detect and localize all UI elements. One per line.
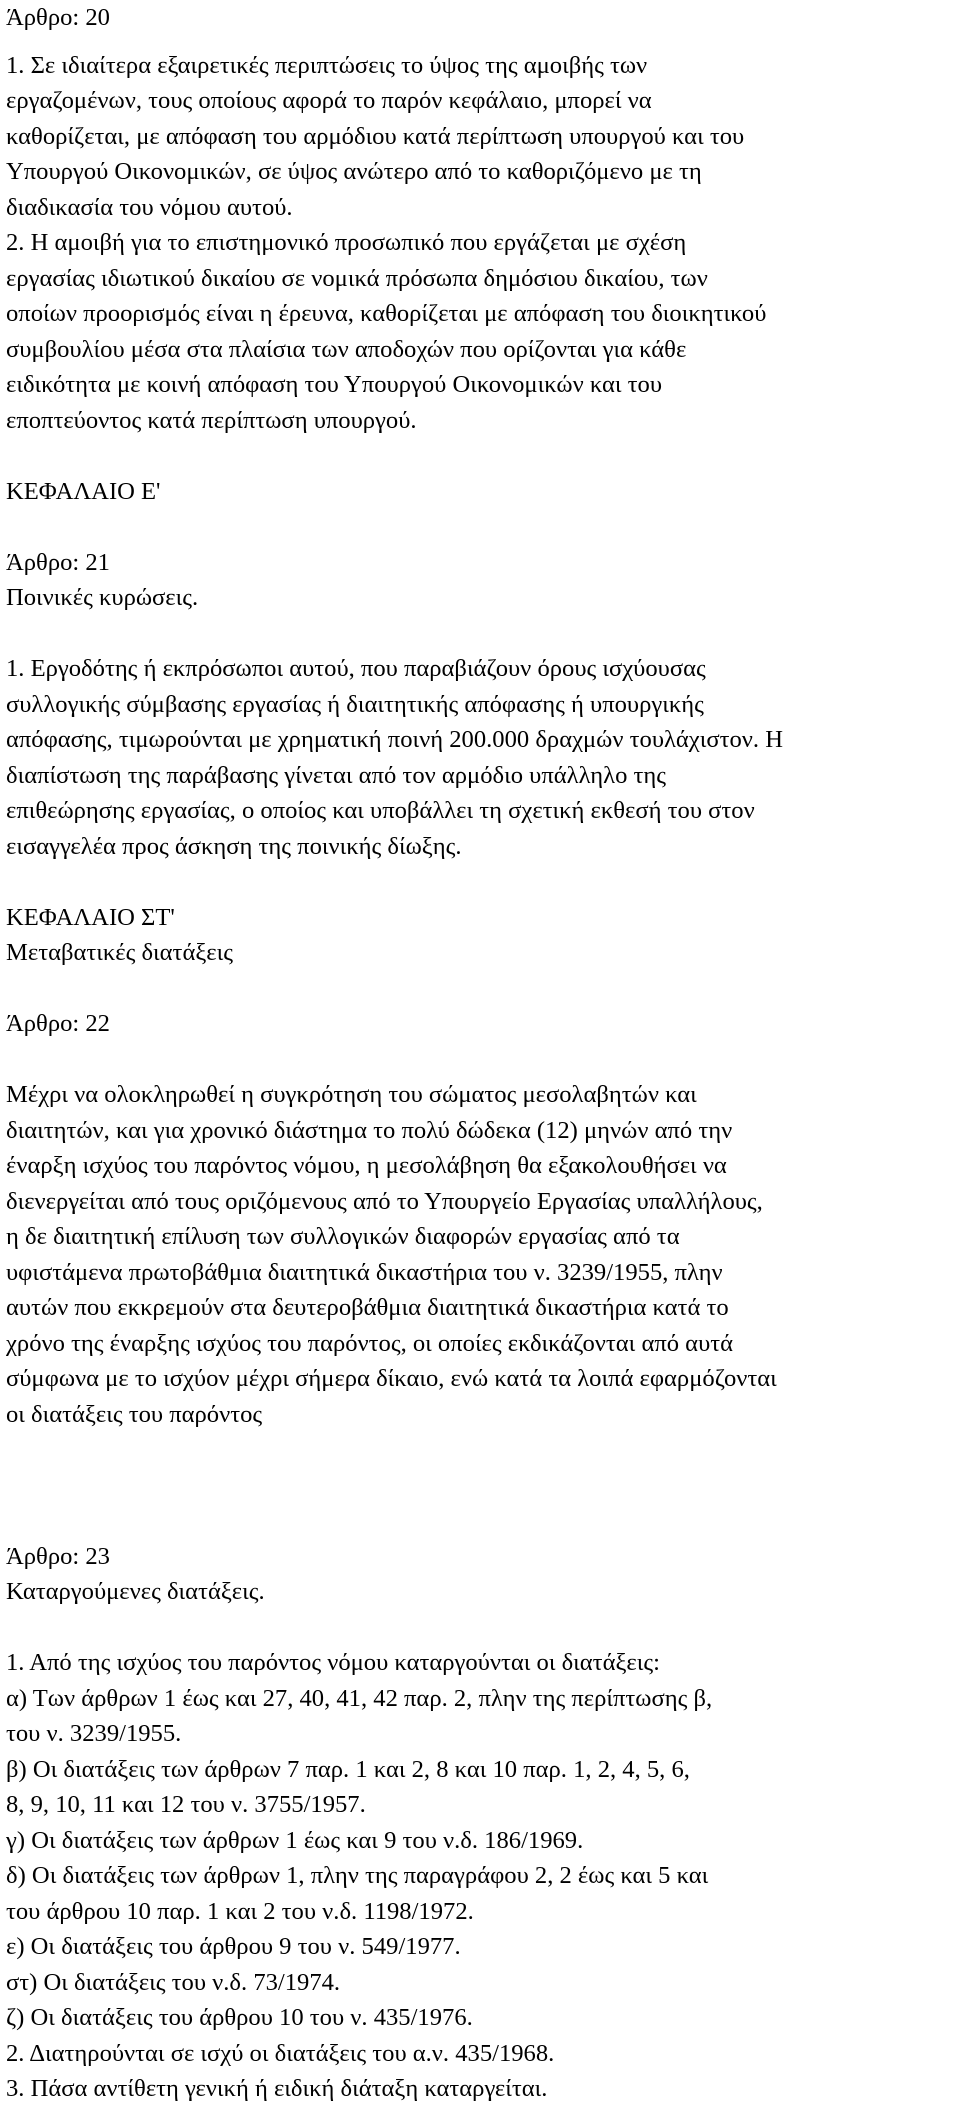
article-23-heading: Άρθρο: 23: [6, 1542, 110, 1570]
article-20-p1-line: καθορίζεται, με απόφαση του αρμόδιου κατά περίπτωση υπουργού και του: [6, 122, 745, 150]
article-20-p2-line: οποίων προορισμός είναι η έρευνα, καθορίζεται με απόφαση του διοικητικού: [6, 300, 767, 327]
article-22-p1-line: υφιστάμενα πρωτοβάθμια διαιτητικά δικαστήρια του ν. 3239/1955, πλην: [6, 1258, 723, 1286]
article-22-p1-line: διενεργείται από τους οριζόμενους από το Υπουργείο Εργασίας υπαλλήλους,: [6, 1187, 763, 1215]
article-20-p2-line: συμβουλίου μέσα στα πλαίσια των αποδοχών που ορίζονται για κάθε: [6, 335, 687, 363]
article-20-p1-line: Υπουργού Οικονομικών, σε ύψος ανώτερο από το καθοριζόμενο με τη: [6, 158, 702, 185]
spacer: [6, 438, 956, 474]
article-23-line: ε) Οι διατάξεις του άρθρου 9 του ν. 549/1977.: [6, 1933, 461, 1960]
spacer: [6, 1432, 956, 1468]
chapter-e-heading: ΚΕΦΑΛΑΙΟ Ε': [6, 477, 161, 505]
article-22-p1-line: η δε διαιτητική επίλυση των συλλογικών διαφορών εργασίας από τα: [6, 1223, 680, 1250]
article-20-p1-line: εργαζομένων, τους οποίους αφορά το παρόν κεφάλαιο, μπορεί να: [6, 87, 652, 114]
article-22-p1-line: Μέχρι να ολοκληρωθεί η συγκρότηση του σώματος μεσολαβητών και: [6, 1081, 697, 1108]
article-23-line: 8, 9, 10, 11 και 12 του ν. 3755/1957.: [6, 1791, 366, 1818]
article-20-p2-line: εποπτεύοντος κατά περίπτωση υπουργού.: [6, 406, 417, 434]
spacer: [6, 36, 956, 48]
article-23-line: του ν. 3239/1955.: [6, 1720, 182, 1747]
article-21-heading: Άρθρο: 21: [6, 548, 110, 576]
chapter-st-heading: ΚΕΦΑΛΑΙΟ ΣΤ': [6, 903, 175, 931]
article-22-p1-line: χρόνο της έναρξης ισχύος του παρόντος, οι οποίες εκδικάζονται από αυτά: [6, 1329, 734, 1357]
spacer: [6, 864, 956, 900]
article-22-heading: Άρθρο: 22: [6, 1010, 110, 1037]
article-22-p1-line: οι διατάξεις του παρόντος: [6, 1400, 263, 1428]
article-21-p1-line: συλλογικής σύμβασης εργασίας ή διαιτητικής απόφασης ή υπουργικής: [6, 690, 704, 718]
article-20-heading: Άρθρο: 20: [6, 4, 110, 31]
article-21-p1-line: εισαγγελέα προς άσκηση της ποινικής δίωξης.: [6, 832, 462, 860]
article-23-line: δ) Οι διατάξεις των άρθρων 1, πλην της παραγράφου 2, 2 έως και 5 και: [6, 1862, 709, 1889]
chapter-st-title: Μεταβατικές διατάξεις: [6, 939, 233, 966]
spacer: [6, 1610, 956, 1646]
document-page: [6, 0, 956, 2107]
article-23-line: 2. Διατηρούνται σε ισχύ οι διατάξεις του α.ν. 435/1968.: [6, 2039, 555, 2067]
article-20-p1-line: 1. Σε ιδιαίτερα εξαιρετικές περιπτώσεις το ύψος της αμοιβής των: [6, 51, 648, 79]
article-23-title: Καταργούμενες διατάξεις.: [6, 1578, 265, 1605]
spacer: [6, 509, 956, 545]
article-20-p2-line: εργασίας ιδιωτικού δικαίου σε νομικά πρόσωπα δημόσιου δικαίου, των: [6, 264, 708, 292]
article-23-line: στ) Οι διατάξεις του ν.δ. 73/1974.: [6, 1968, 341, 1996]
article-23-line: 3. Πάσα αντίθετη γενική ή ειδική διάταξη καταργείται.: [6, 2075, 548, 2102]
article-21-title: Ποινικές κυρώσεις.: [6, 584, 199, 611]
article-23-line: ζ) Οι διατάξεις του άρθρου 10 του ν. 435/1976.: [6, 2004, 473, 2031]
article-22-p1-line: διαιτητών, και για χρονικό διάστημα το πολύ δώδεκα (12) μηνών από την: [6, 1116, 733, 1144]
article-21-p1-line: απόφασης, τιμωρούνται με χρηματική ποινή 200.000 δραχμών τουλάχιστον. Η: [6, 726, 783, 753]
spacer: [6, 1042, 956, 1078]
article-20-p1-line: διαδικασία του νόμου αυτού.: [6, 193, 293, 221]
article-22-p1-line: αυτών που εκκρεμούν στα δευτεροβάθμια διαιτητικά δικαστήρια κατά το: [6, 1294, 729, 1321]
article-20-p2-line: 2. Η αμοιβή για το επιστημονικό προσωπικό που εργάζεται με σχέση: [6, 229, 687, 256]
spacer: [6, 1503, 956, 1539]
article-22-p1-line: έναρξη ισχύος του παρόντος νόμου, η μεσολάβηση θα εξακολουθήσει να: [6, 1152, 727, 1179]
article-23-line: β) Οι διατάξεις των άρθρων 7 παρ. 1 και 2, 8 και 10 παρ. 1, 2, 4, 5, 6,: [6, 1755, 690, 1783]
article-22-p1-line: σύμφωνα με το ισχύον μέχρι σήμερα δίκαιο, ενώ κατά τα λοιπά εφαρμόζονται: [6, 1365, 777, 1392]
article-20-p2-line: ειδικότητα με κοινή απόφαση του Υπουργού Οικονομικών και του: [6, 371, 663, 398]
article-21-p1-line: 1. Εργοδότης ή εκπρόσωποι αυτού, που παραβιάζουν όρους ισχύουσας: [6, 655, 706, 682]
article-21-p1-line: διαπίστωση της παράβασης γίνεται από τον αρμόδιο υπάλληλο της: [6, 761, 666, 789]
spacer: [6, 971, 956, 1007]
article-23-line: 1. Από της ισχύος του παρόντος νόμου καταργούνται οι διατάξεις:: [6, 1649, 660, 1676]
article-23-line: α) Των άρθρων 1 έως και 27, 40, 41, 42 παρ. 2, πλην της περίπτωσης β,: [6, 1684, 713, 1712]
article-23-line: γ) Οι διατάξεις των άρθρων 1 έως και 9 του ν.δ. 186/1969.: [6, 1826, 584, 1854]
article-21-p1-line: επιθεώρησης εργασίας, ο οποίος και υποβάλλει τη σχετική εκθεσή του στον: [6, 797, 755, 824]
spacer: [6, 616, 956, 652]
article-23-line: του άρθρου 10 παρ. 1 και 2 του ν.δ. 1198/1972.: [6, 1897, 474, 1925]
spacer: [6, 1468, 956, 1504]
